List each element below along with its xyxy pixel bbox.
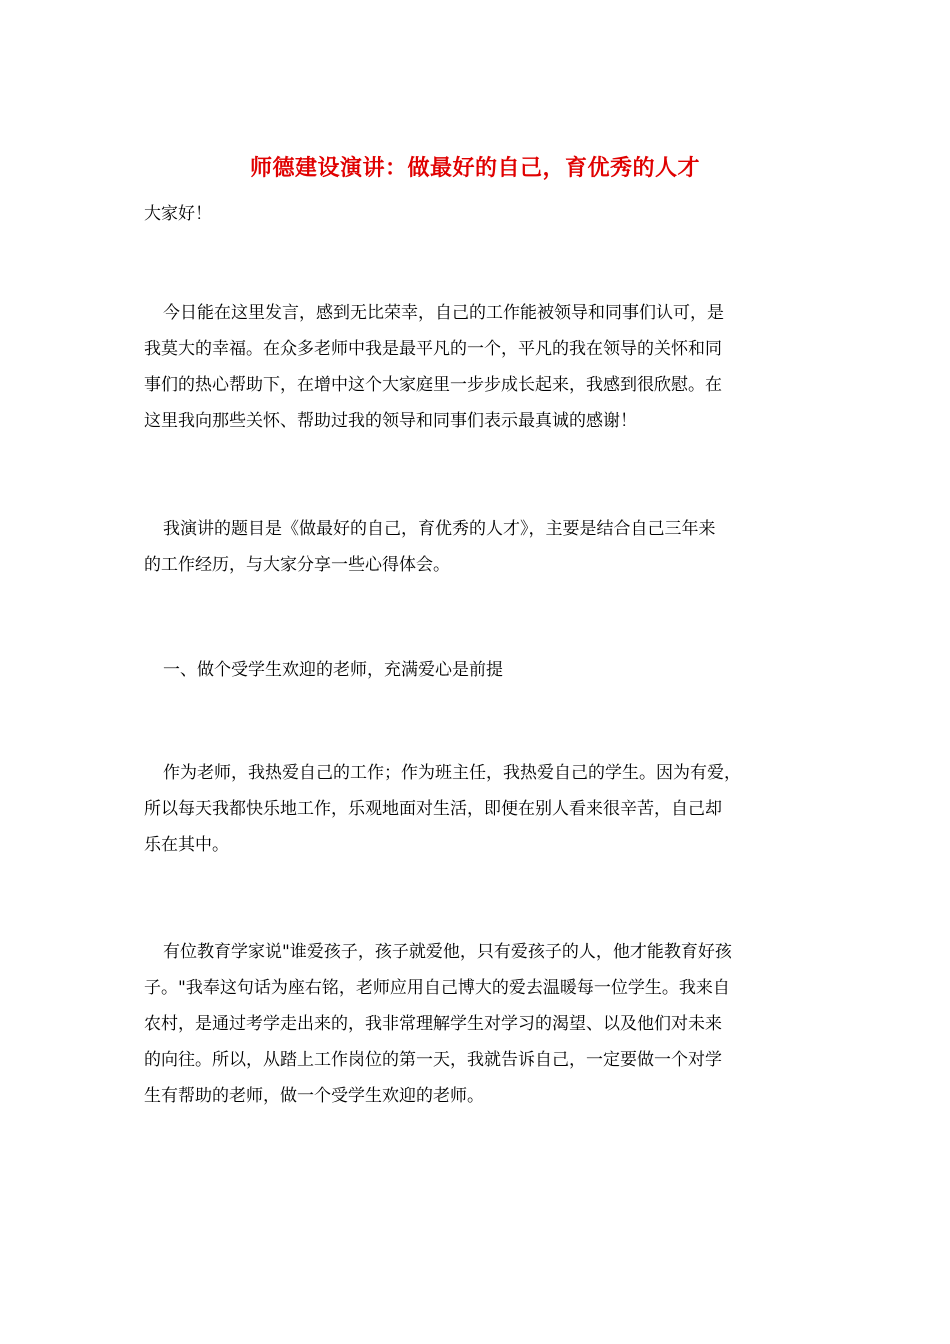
paragraph-line: 的向往。所以，从踏上工作岗位的第一天，我就告诉自己，一定要做一个对学 [144, 1050, 722, 1070]
paragraph-line: 这里我向那些关怀、帮助过我的领导和同事们表示最真诚的感谢！ [144, 411, 637, 431]
paragraph-line: 所以每天我都快乐地工作，乐观地面对生活，即便在别人看来很辛苦，自己却 [144, 799, 722, 819]
paragraph-line: 的工作经历，与大家分享一些心得体会。 [144, 555, 450, 575]
section-heading-line: 一、做个受学生欢迎的老师，充满爱心是前提 [163, 660, 503, 680]
section-heading-1 [144, 652, 804, 688]
paragraph-line: 生有帮助的老师，做一个受学生欢迎的老师。 [144, 1086, 484, 1106]
greeting-line: 大家好！ [144, 204, 212, 224]
paragraph-line: 事们的热心帮助下，在增中这个大家庭里一步步成长起来，我感到很欣慰。在 [144, 375, 722, 395]
paragraph-3 [144, 755, 804, 863]
paragraph-line: 乐在其中。 [144, 835, 229, 855]
document-title: 师德建设演讲：做最好的自己，育优秀的人才 [249, 155, 700, 181]
paragraph-2 [144, 511, 804, 583]
paragraph-1 [144, 295, 804, 439]
paragraph-line: 有位教育学家说"谁爱孩子，孩子就爱他，只有爱孩子的人，他才能教育好孩 [163, 942, 732, 962]
paragraph-line: 子。"我奉这句话为座右铭，老师应用自己博大的爱去温暖每一位学生。我来自 [144, 978, 730, 998]
paragraph-line: 我莫大的幸福。在众多老师中我是最平凡的一个，平凡的我在领导的关怀和同 [144, 339, 722, 359]
greeting [144, 196, 804, 232]
paragraph-line: 今日能在这里发言，感到无比荣幸，自己的工作能被领导和同事们认可，是 [163, 303, 724, 323]
paragraph-line: 作为老师，我热爱自己的工作；作为班主任，我热爱自己的学生。因为有爱， [163, 763, 741, 783]
paragraph-4 [144, 934, 804, 1114]
paragraph-line: 农村，是通过考学走出来的，我非常理解学生对学习的渴望、以及他们对未来 [144, 1014, 722, 1034]
paragraph-line: 我演讲的题目是《做最好的自己，育优秀的人才》，主要是结合自己三年来 [163, 519, 716, 539]
